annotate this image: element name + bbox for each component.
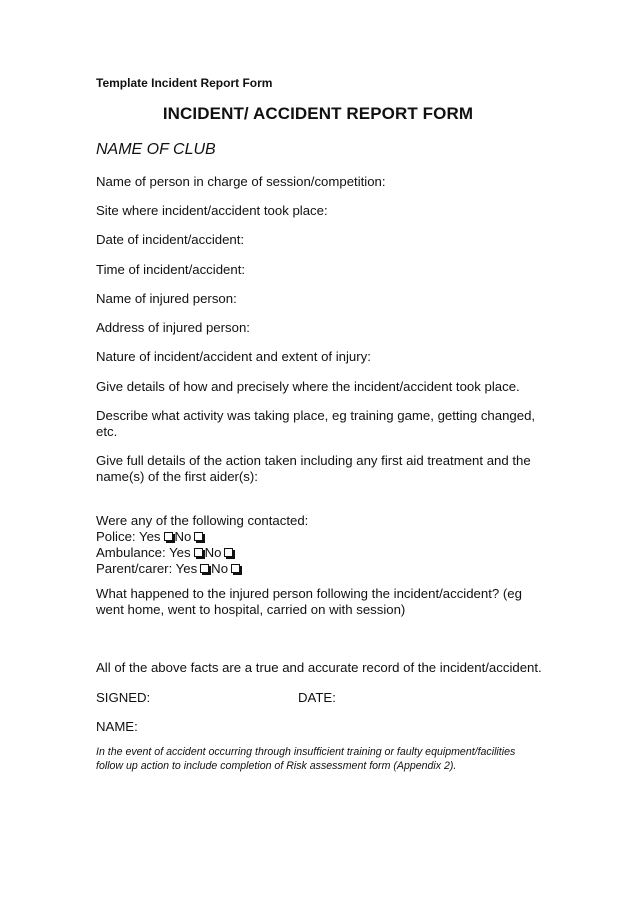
injured-address-field: Address of injured person: — [96, 320, 250, 335]
activity-field: Describe what activity was taking place, eg training game, getting changed, etc. — [96, 408, 536, 439]
club-name-heading: NAME OF CLUB — [96, 141, 216, 158]
parent-no-checkbox[interactable] — [231, 564, 240, 573]
ambulance-yes-checkbox[interactable] — [194, 548, 203, 557]
declaration-text: All of the above facts are a true and accurate record of the incident/accident. — [96, 660, 542, 675]
parent-option — [96, 561, 308, 577]
page-title: INCIDENT/ ACCIDENT REPORT FORM — [162, 104, 474, 123]
ambulance-no-checkbox[interactable] — [224, 548, 233, 557]
nature-field: Nature of incident/accident and extent of injury: — [96, 349, 371, 364]
parent-no-label: No — [211, 561, 229, 576]
signed-field: SIGNED: — [96, 690, 151, 705]
ambulance-no-label: No — [204, 545, 222, 560]
police-label: Police: Yes — [96, 529, 161, 544]
injured-name-field: Name of injured person: — [96, 291, 237, 306]
time-field: Time of incident/accident: — [96, 262, 246, 277]
police-no-checkbox[interactable] — [194, 532, 203, 541]
parent-yes-checkbox[interactable] — [200, 564, 209, 573]
date-field: Date of incident/accident: — [96, 232, 245, 247]
contacted-section — [96, 513, 308, 577]
ambulance-label: Ambulance: Yes — [96, 545, 191, 560]
ambulance-option — [96, 545, 308, 561]
action-taken-field: Give full details of the action taken including any first aid treatment and the name(s) of the first aider(s): — [96, 453, 531, 484]
contacted-question: Were any of the following contacted: — [96, 513, 309, 528]
date-signed-field: DATE: — [298, 690, 336, 705]
details-where-field: Give details of how and precisely where the incident/accident took place. — [96, 379, 520, 394]
site-field: Site where incident/accident took place: — [96, 203, 328, 218]
police-option — [96, 529, 308, 545]
footer-note: In the event of accident occurring through insufficient training or faulty equipment/facilities follow up action to include completion of Risk assessment form (Appendix 2). — [96, 746, 516, 772]
person-in-charge-field: Name of person in charge of session/competition: — [96, 174, 386, 189]
template-label: Template Incident Report Form — [96, 76, 273, 90]
police-yes-checkbox[interactable] — [164, 532, 173, 541]
following-field: What happened to the injured person following the incident/accident? (eg went home, went to hospital, carried on with session) — [96, 586, 522, 617]
police-no-label: No — [174, 529, 192, 544]
name-field: NAME: — [96, 719, 138, 734]
parent-label: Parent/carer: Yes — [96, 561, 198, 576]
